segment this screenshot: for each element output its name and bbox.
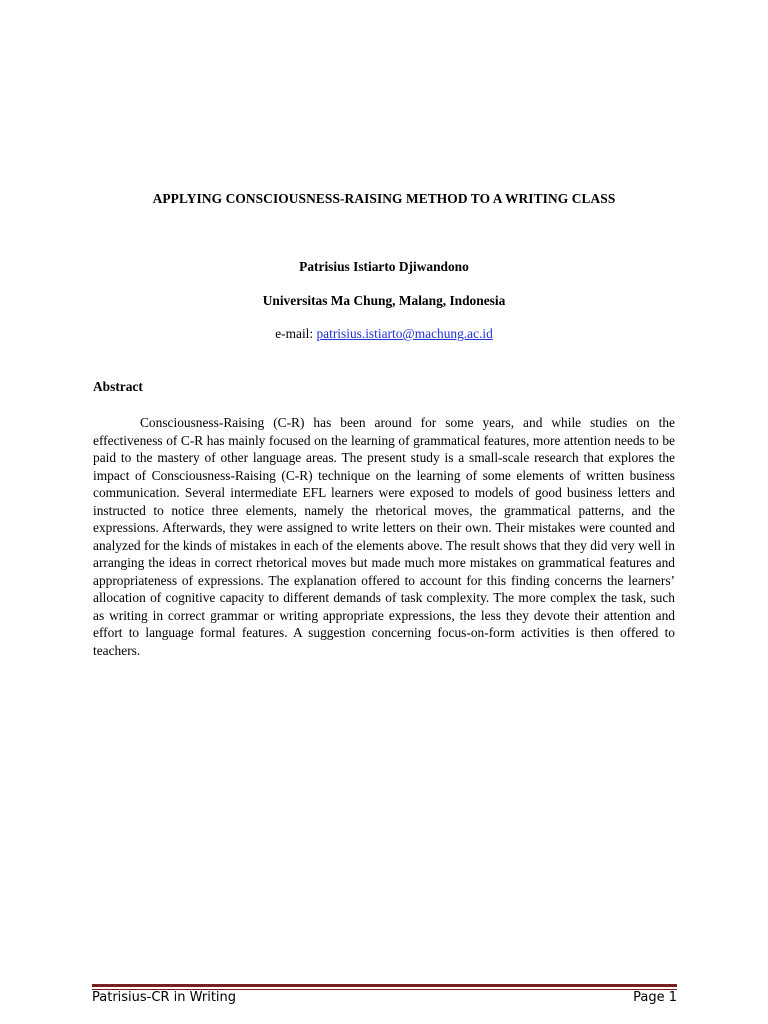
email-link[interactable]: patrisius.istiarto@machung.ac.id [316, 326, 493, 341]
footer-rule [92, 984, 677, 987]
email-label: e-mail: [275, 326, 317, 341]
author-affiliation: Universitas Ma Chung, Malang, Indonesia [262, 293, 506, 308]
abstract-body: Consciousness-Raising (C-R) has been around for some years, and while studies on the effectiveness of C-R has mainly focused on the learning of grammatical features, more attention needs to be paid to the mastery of other language areas. The present study is a small-scale research that explores the impact of Consciousness-Raising (C-R) technique on the learning of some elements of written business communication. Several intermediate EFL learners were exposed to models of good business letters and instructed to notice three elements, namely the rhetorical moves, the grammatical patterns, and the expressions. Afterwards, they were assigned to write letters on their own. Their mistakes were counted and analyzed for the kinds of mistakes in each of the elements above. The result shows that they did very well in arranging the ideas in correct rhetorical moves but made much more mistakes on grammatical features and appropriateness of expressions. The explanation offered to account for this finding concerns the learners’ allocation of cognitive capacity to different demands of task complexity. The more complex the task, such as writing in correct grammar or writing appropriate expressions, the less they devote their attention and effort to language formal features. A suggestion concerning focus-on-form activities is then offered to teachers. [93, 415, 675, 658]
footer-page-number: Page 1 [633, 990, 677, 1005]
footer-running-title: Patrisius-CR in Writing [92, 990, 237, 1005]
abstract-heading: Abstract [93, 379, 143, 394]
paper-title: APPLYING CONSCIOUSNESS-RAISING METHOD TO A WRITING CLASS [152, 191, 616, 206]
email-line [92, 326, 676, 342]
author-name: Patrisius Istiarto Djiwandono [299, 259, 469, 274]
